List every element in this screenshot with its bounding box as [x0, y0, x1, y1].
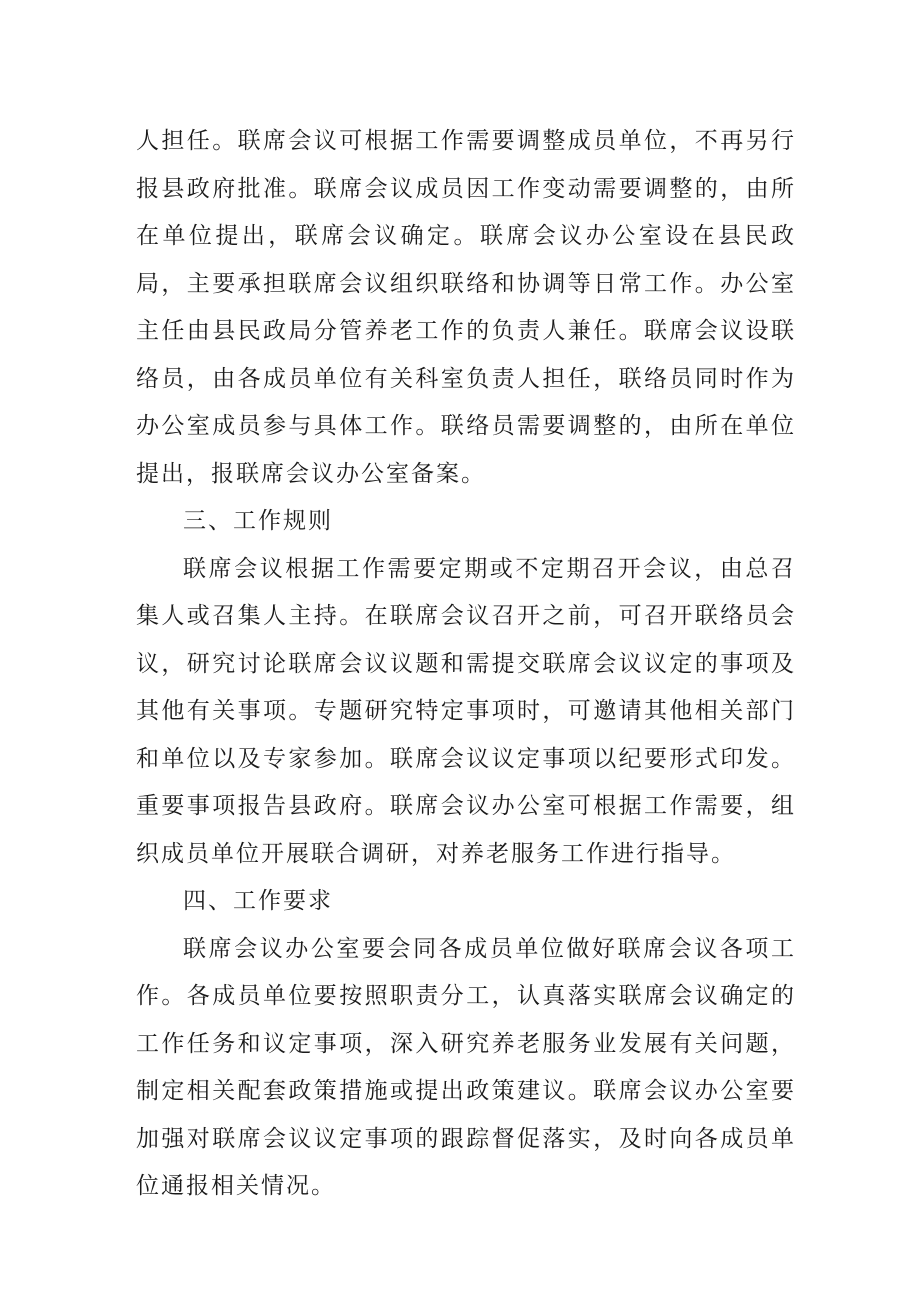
section-heading-work-rules: 三、工作规则 [183, 508, 333, 534]
paragraph-work-rules: 联席会议根据工作需要定期或不定期召开会议，由总召集人或召集人主持。在联席会议召开之前，可召开联络员会议，研究讨论联席会议议题和需提交联席会议议定的事项及其他有关事项。专题研究特定事项时，可邀请其他相关部门和单位以及专家参加。联席会议议定事项以纪要形式印发。重要事项报告县政府。联席会议办公室可根据工作需要，组织成员单位开展联合调研，对养老服务工作进行指导。 [136, 555, 796, 867]
paragraph-member-adjustment: 人担任。联席会议可根据工作需要调整成员单位，不再另行报县政府批准。联席会议成员因工作变动需要调整的，由所在单位提出，联席会议确定。联席会议办公室设在县民政局，主要承担联席会议组织联络和协调等日常工作。办公室主任由县民政局分管养老工作的负责人兼任。联席会议设联络员，由各成员单位有关科室负责人担任，联络员同时作为办公室成员参与具体工作。联络员需要调整的，由所在单位提出，报联席会议办公室备案。 [136, 128, 796, 487]
paragraph-work-requirements: 联席会议办公室要会同各成员单位做好联席会议各项工作。各成员单位要按照职责分工，认真落实联席会议确定的工作任务和议定事项，深入研究养老服务业发展有关问题，制定相关配套政策措施或提出政策建议。联席会议办公室要加强对联席会议议定事项的跟踪督促落实，及时向各成员单位通报相关情况。 [136, 935, 796, 1199]
document-body [136, 118, 796, 1211]
section-heading-work-requirements: 四、工作要求 [183, 888, 333, 914]
